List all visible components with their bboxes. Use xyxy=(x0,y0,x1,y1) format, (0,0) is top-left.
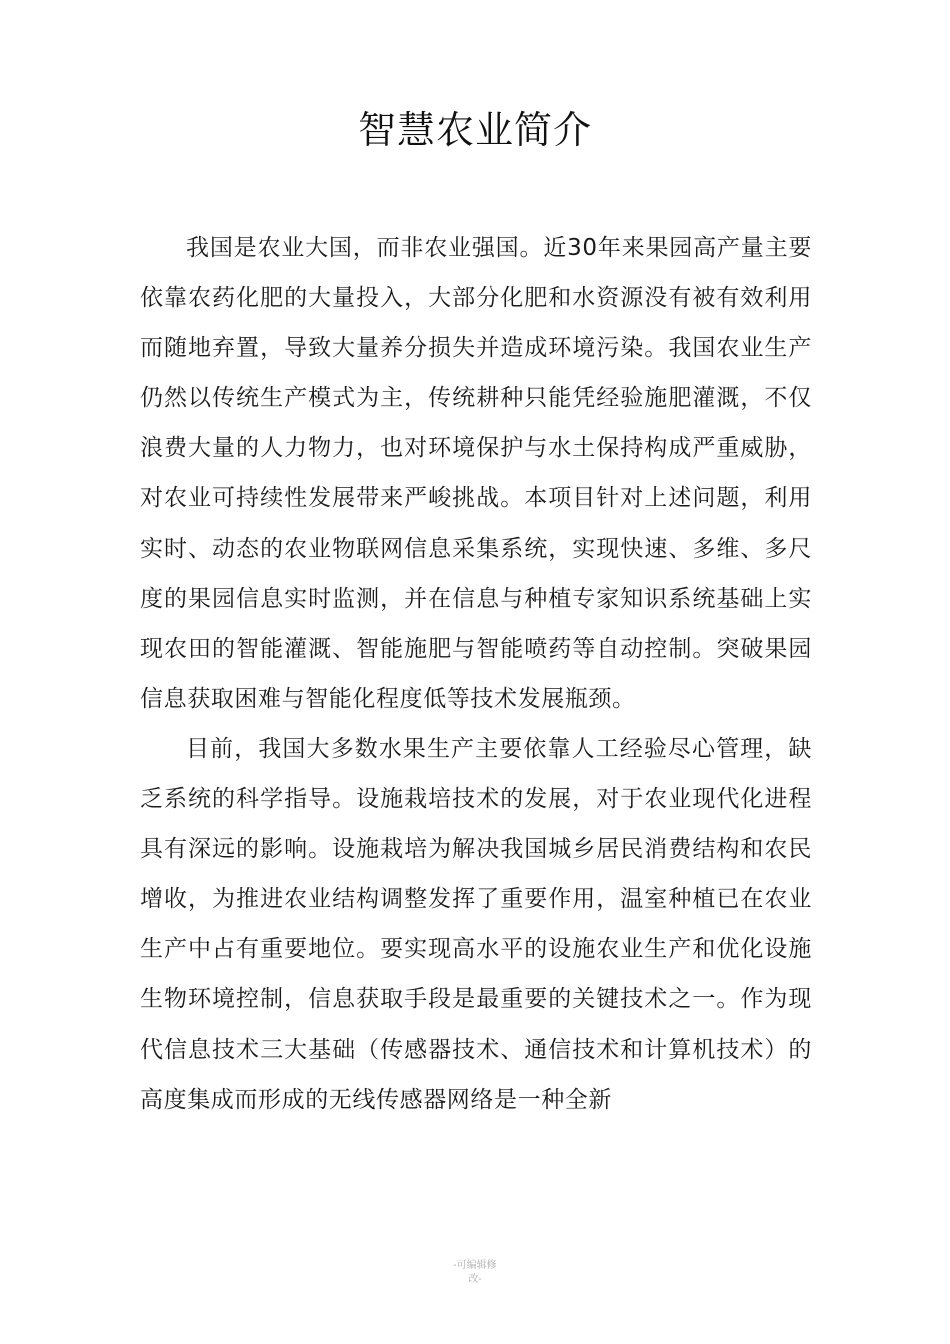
document-title: 智慧农业简介 xyxy=(357,108,592,152)
footer-note: -可编辑修 改- xyxy=(453,1260,497,1285)
paragraph-2: 目前，我国大多数水果生产主要依靠人工经验尽心管理，缺乏系统的科学指导。设施栽培技术的发展，对于农业现代化进程具有深远的影响。设施栽培为解决我国城乡居民消费结构和农民增收，为推进农业结构调整发挥了重要作用，温室种植已在农业生产中占有重要地位。要实现高水平的设施农业生产和优化设施生物环境控制，信息获取手段是最重要的关键技术之一。作为现代信息技术三大基础（传感器技术、通信技术和计算机技术）的高度集成而形成的无线传感器网络是一种全新 xyxy=(140,735,812,1113)
paragraph-1: 我国是农业大国，而非农业强国。近30年来果园高产量主要依靠农药化肥的大量投入，大部分化肥和水资源没有被有效利用而随地弃置，导致大量养分损失并造成环境污染。我国农业生产仍然以传统生产模式为主，传统耕种只能凭经验施肥灌溉，不仅浪费大量的人力物力，也对环境保护与水土保持构成严重威胁，对农业可持续性发展带来严峻挑战。本项目针对上述问题，利用实时、动态的农业物联网信息采集系统，实现快速、多维、多尺度的果园信息实时监测，并在信息与种植专家知识系统基础上实现农田的智能灌溉、智能施肥与智能喷药等自动控制。突破果园信息获取困难与智能化程度低等技术发展瓶颈。 xyxy=(140,235,812,712)
document-body xyxy=(140,223,812,1125)
